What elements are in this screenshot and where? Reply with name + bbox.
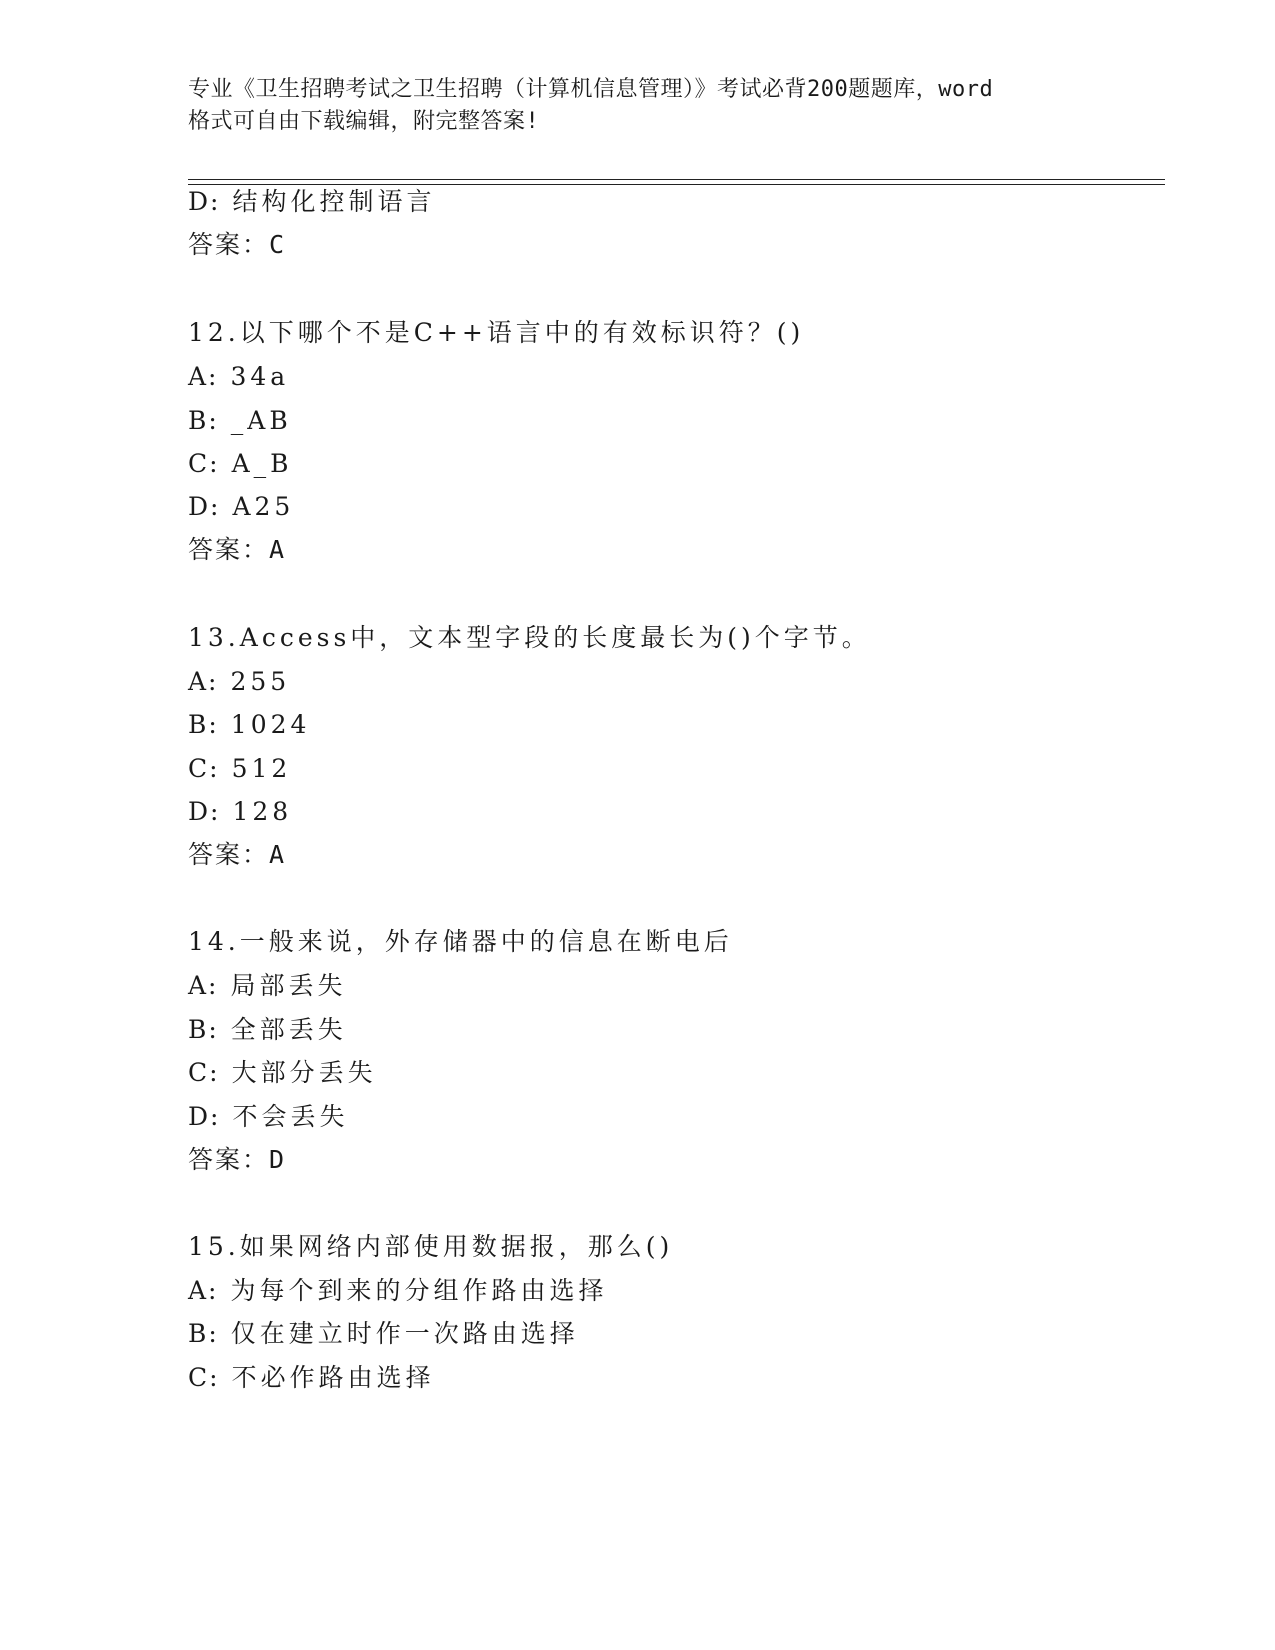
option-b: B: 全部丢失 <box>188 1015 347 1044</box>
answer-value: A <box>269 535 286 564</box>
option-b: B: 1024 <box>188 710 311 739</box>
option-d: D: 结构化控制语言 <box>188 187 436 216</box>
question-stem: 13.Access中，文本型字段的长度最长为()个字节。 <box>188 623 871 652</box>
answer-value: C <box>269 230 286 259</box>
option-a: A: 255 <box>188 667 291 696</box>
header-divider-bottom <box>188 184 1165 185</box>
option-b: B: 仅在建立时作一次路由选择 <box>188 1319 579 1348</box>
answer-line: 答案：D <box>188 1145 286 1174</box>
option-a: A: 为每个到来的分组作路由选择 <box>188 1276 608 1305</box>
answer-value: D <box>269 1145 286 1174</box>
header-line-2: 格式可自由下载编辑，附完整答案! <box>188 109 540 134</box>
header-divider-top <box>188 179 1165 180</box>
option-d: D: 不会丢失 <box>188 1102 349 1131</box>
document-header <box>188 74 1088 138</box>
question-stem: 12.以下哪个不是C++语言中的有效标识符？() <box>188 318 805 347</box>
answer-line: 答案：A <box>188 535 286 564</box>
option-a: A: 34a <box>188 362 290 391</box>
option-d: D: 128 <box>188 797 293 826</box>
answer-line: 答案：A <box>188 840 286 869</box>
option-d: D: A25 <box>188 492 295 521</box>
option-b: B: _AB <box>188 406 292 435</box>
option-c: C: 512 <box>188 754 292 783</box>
option-c: C: 大部分丢失 <box>188 1058 377 1087</box>
answer-line: 答案：C <box>188 230 286 259</box>
option-c: C: 不必作路由选择 <box>188 1363 435 1392</box>
answer-value: A <box>269 840 286 869</box>
question-stem: 15.如果网络内部使用数据报，那么() <box>188 1232 674 1261</box>
question-stem: 14.一般来说，外存储器中的信息在断电后 <box>188 927 733 956</box>
option-a: A: 局部丢失 <box>188 971 347 1000</box>
header-line-1: 专业《卫生招聘考试之卫生招聘（计算机信息管理）》考试必背200题题库，word <box>188 77 994 102</box>
option-c: C: A_B <box>188 449 293 478</box>
